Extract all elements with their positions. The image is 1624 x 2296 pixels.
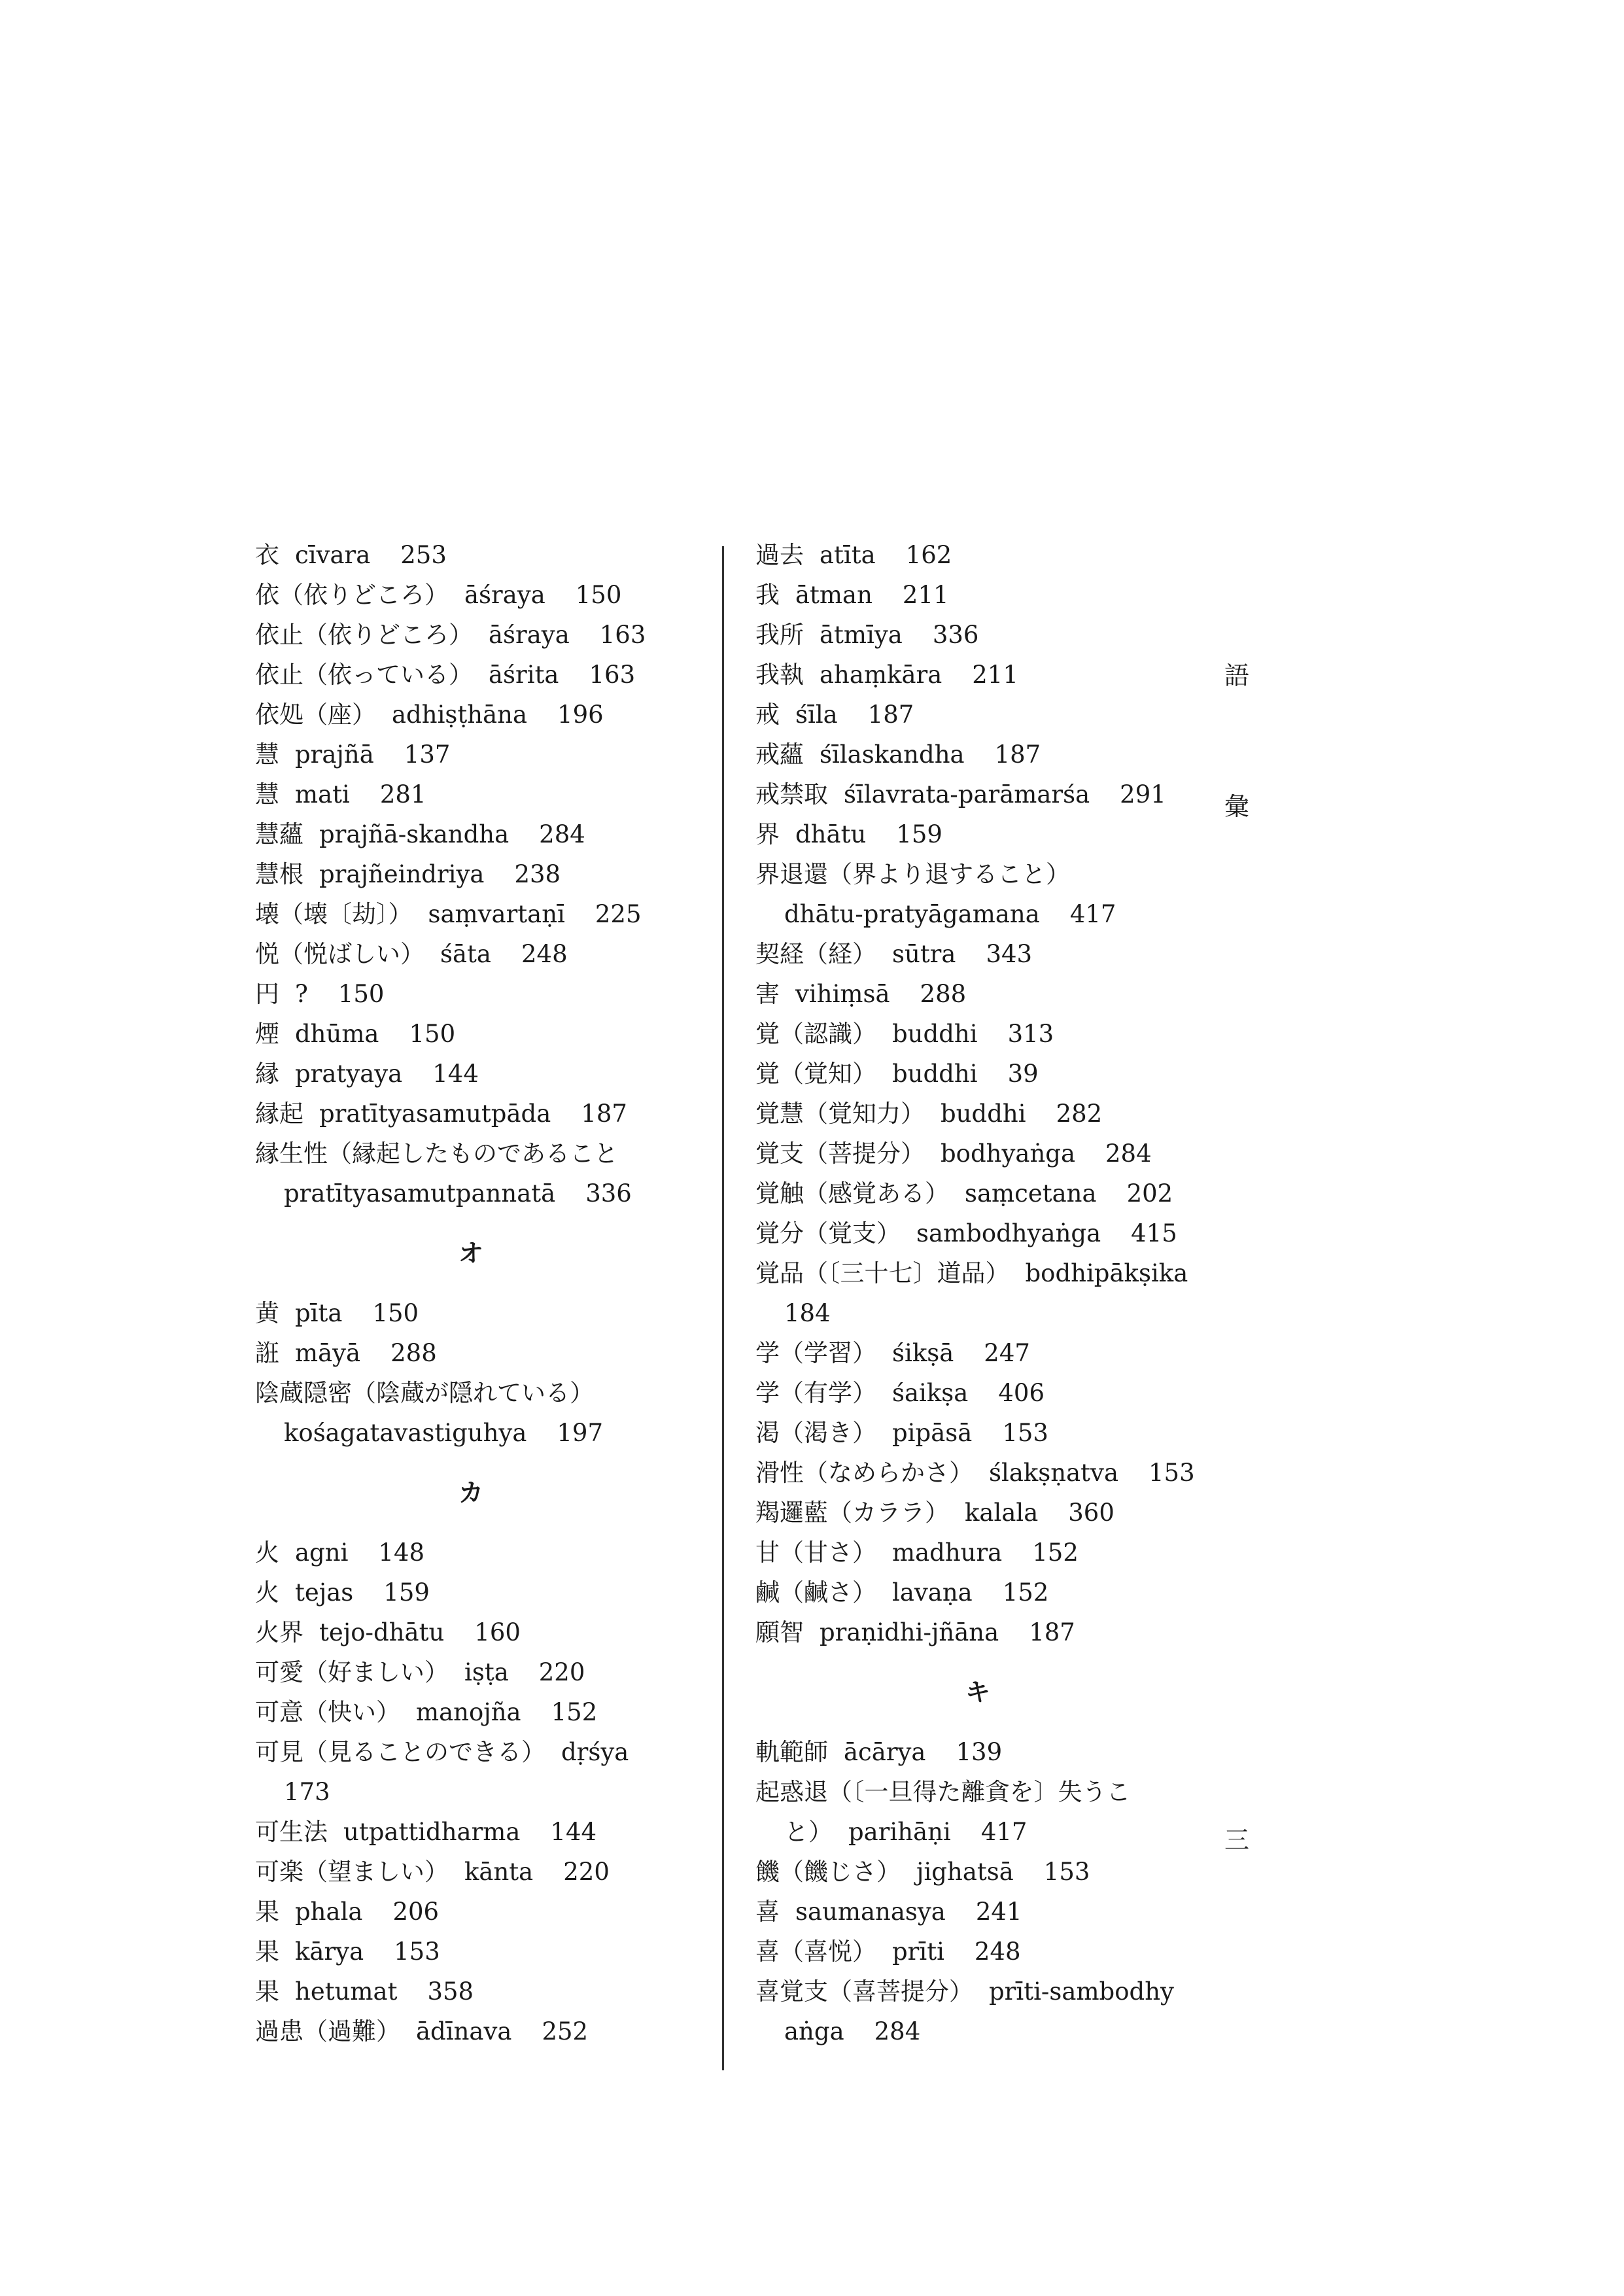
entry-sanskrit: ācārya xyxy=(844,1738,926,1766)
index-entry xyxy=(755,615,1226,655)
entry-headword: 界 xyxy=(755,820,780,848)
entry-headword: 火 xyxy=(255,1578,279,1607)
entry-headword: 覚品（〔三十七〕道品） xyxy=(755,1259,1010,1287)
entry-sanskrit: saumanasya xyxy=(795,1898,946,1926)
entry-page-ref: 150 xyxy=(575,581,622,609)
entry-page-ref: 238 xyxy=(514,860,561,888)
entry-sanskrit: āśraya xyxy=(464,581,545,609)
entry-sanskrit: tejo-dhātu xyxy=(319,1618,445,1646)
side-label-vocab-2: 彙 xyxy=(1224,792,1250,821)
index-entry xyxy=(255,854,713,894)
entry-headword: 学（有学） xyxy=(755,1379,876,1407)
entry-page-ref: 282 xyxy=(1056,1100,1103,1128)
entry-page-ref: 152 xyxy=(1002,1578,1049,1607)
entry-headword: 慧 xyxy=(255,740,279,769)
index-entry xyxy=(755,575,1226,615)
entry-page-ref: 406 xyxy=(998,1379,1045,1407)
entry-page-ref: 211 xyxy=(902,581,949,609)
index-entry xyxy=(255,575,713,615)
index-entry xyxy=(255,1972,713,2011)
entry-sanskrit: jighatsā xyxy=(916,1858,1014,1886)
index-entry-continuation xyxy=(255,1413,713,1453)
entry-headword: 過患（過難） xyxy=(255,2017,400,2045)
entry-page-ref: 284 xyxy=(874,2017,921,2045)
index-entry-continuation xyxy=(755,894,1226,934)
entry-sanskrit: utpattidharma xyxy=(343,1818,521,1846)
entry-page-ref: 313 xyxy=(1007,1020,1054,1048)
index-entry xyxy=(755,1333,1226,1373)
entry-page-ref: 202 xyxy=(1126,1179,1173,1208)
entry-sanskrit: manojña xyxy=(416,1698,521,1726)
entry-page-ref: 159 xyxy=(383,1578,430,1607)
index-entry-continuation xyxy=(755,2011,1226,2051)
page-number: 三 xyxy=(1224,1826,1250,1854)
entry-sanskrit: sūtra xyxy=(892,940,956,968)
entry-headword: 慧蘊 xyxy=(255,820,303,848)
entry-sanskrit: madhura xyxy=(892,1539,1003,1567)
entry-sanskrit: parihāṇi xyxy=(848,1818,951,1846)
entry-page-ref: 187 xyxy=(867,701,914,729)
entry-headword: 契経（経） xyxy=(755,940,876,968)
entry-sanskrit: dṛśya xyxy=(561,1738,629,1766)
entry-headword: 衣 xyxy=(255,541,279,569)
index-entry xyxy=(755,934,1226,974)
entry-page-ref: 336 xyxy=(932,621,979,649)
entry-page-ref: 247 xyxy=(984,1339,1030,1367)
index-entry xyxy=(755,1213,1226,1253)
entry-headword: 可楽（望ましい） xyxy=(255,1858,449,1886)
entry-headword: 願智 xyxy=(755,1618,804,1646)
index-entry xyxy=(255,1533,713,1573)
index-entry xyxy=(255,655,713,695)
entry-headword: 縁生性（縁起したものであること xyxy=(255,1139,618,1168)
index-entry xyxy=(255,1054,713,1094)
entry-sanskrit: agni xyxy=(295,1539,349,1567)
entry-headword: 可愛（好ましい） xyxy=(255,1658,449,1686)
entry-headword: 煙 xyxy=(255,1020,279,1048)
entry-headword: 果 xyxy=(255,1898,279,1926)
entry-headword: と） xyxy=(784,1818,833,1846)
index-entry xyxy=(755,1493,1226,1533)
entry-sanskrit: śāta xyxy=(440,940,491,968)
entry-headword: 覚分（覚支） xyxy=(755,1219,901,1247)
entry-page-ref: 241 xyxy=(975,1898,1022,1926)
index-entry xyxy=(755,1892,1226,1932)
index-entry xyxy=(255,1293,713,1333)
entry-page-ref: 187 xyxy=(1029,1618,1075,1646)
entry-sanskrit: praṇidhi-jñāna xyxy=(820,1618,999,1646)
index-entry xyxy=(755,1533,1226,1573)
entry-sanskrit: lavaṇa xyxy=(892,1578,973,1607)
index-entry xyxy=(755,535,1226,575)
entry-sanskrit: saṃvartaṇī xyxy=(428,900,565,928)
entry-page-ref: 153 xyxy=(1043,1858,1090,1886)
entry-page-ref: 220 xyxy=(538,1658,585,1686)
entry-headword: 喜 xyxy=(755,1898,780,1926)
entry-page-ref: 417 xyxy=(980,1818,1028,1846)
entry-sanskrit: āśrita xyxy=(489,661,559,689)
entry-sanskrit: pratyaya xyxy=(295,1060,403,1088)
entry-headword: 覚（覚知） xyxy=(755,1060,876,1088)
entry-page-ref: 187 xyxy=(581,1100,627,1128)
entry-sanskrit: sambodhyaṅga xyxy=(916,1219,1101,1247)
entry-page-ref: 144 xyxy=(550,1818,597,1846)
entry-page-ref: 284 xyxy=(1105,1139,1152,1168)
entry-headword: 縁 xyxy=(255,1060,279,1088)
entry-sanskrit: cīvara xyxy=(295,541,371,569)
entry-page-ref: 343 xyxy=(986,940,1033,968)
entry-sanskrit: pratītyasamutpāda xyxy=(319,1100,551,1128)
entry-page-ref: 281 xyxy=(379,780,426,809)
index-entry xyxy=(755,735,1226,774)
index-entry xyxy=(755,1852,1226,1892)
entry-headword: 滑性（なめらかさ） xyxy=(755,1459,973,1487)
entry-page-ref: 184 xyxy=(784,1299,831,1327)
index-entry xyxy=(755,1253,1226,1293)
entry-page-ref: 288 xyxy=(390,1339,437,1367)
entry-headword: 壊（壊〔劫〕） xyxy=(255,900,413,928)
entry-sanskrit: dhātu xyxy=(795,820,867,848)
entry-headword: 依（依りどころ） xyxy=(255,581,449,609)
entry-headword: 慧 xyxy=(255,780,279,809)
kana-section-heading: オ xyxy=(458,1239,483,1268)
entry-page-ref: 248 xyxy=(974,1938,1021,1966)
entry-sanskrit: śīla xyxy=(795,701,838,729)
entry-sanskrit: ślakṣṇatva xyxy=(989,1459,1119,1487)
entry-page-ref: 253 xyxy=(400,541,447,569)
entry-headword: 鹹（鹹さ） xyxy=(755,1578,876,1607)
entry-headword: 依止（依りどころ） xyxy=(255,621,473,649)
column-divider xyxy=(722,546,724,2070)
right-index-column xyxy=(755,535,1226,2051)
entry-sanskrit: pratītyasamutpannatā xyxy=(284,1179,556,1208)
index-entry xyxy=(755,1054,1226,1094)
entry-sanskrit: ? xyxy=(295,980,308,1008)
entry-sanskrit: mati xyxy=(295,780,350,809)
entry-sanskrit: buddhi xyxy=(941,1100,1026,1128)
entry-page-ref: 248 xyxy=(521,940,568,968)
index-entry xyxy=(755,774,1226,814)
index-entry xyxy=(255,1892,713,1932)
index-entry xyxy=(255,1014,713,1054)
entry-sanskrit: bodhyaṅga xyxy=(941,1139,1076,1168)
entry-headword: 我 xyxy=(755,581,780,609)
index-entry xyxy=(255,1134,713,1174)
entry-page-ref: 336 xyxy=(585,1179,632,1208)
index-entry xyxy=(255,1692,713,1732)
entry-headword: 喜覚支（喜菩提分） xyxy=(755,1977,973,2006)
entry-page-ref: 139 xyxy=(956,1738,1003,1766)
entry-headword: 学（学習） xyxy=(755,1339,876,1367)
entry-headword: 戒禁取 xyxy=(755,780,828,809)
index-entry xyxy=(255,974,713,1014)
index-entry xyxy=(755,695,1226,735)
entry-headword: 果 xyxy=(255,1977,279,2006)
entry-page-ref: 173 xyxy=(284,1778,330,1806)
index-entry xyxy=(755,1373,1226,1413)
entry-sanskrit: buddhi xyxy=(892,1060,978,1088)
entry-headword: 可生法 xyxy=(255,1818,328,1846)
index-entry xyxy=(755,1014,1226,1054)
entry-headword: 害 xyxy=(755,980,780,1008)
index-entry xyxy=(755,1772,1226,1812)
entry-page-ref: 144 xyxy=(432,1060,479,1088)
entry-page-ref: 162 xyxy=(905,541,952,569)
entry-headword: 渇（渇き） xyxy=(755,1419,876,1447)
index-entry xyxy=(255,814,713,854)
entry-page-ref: 163 xyxy=(589,661,636,689)
entry-sanskrit: prajñā-skandha xyxy=(319,820,510,848)
index-entry xyxy=(755,1932,1226,1972)
index-entry xyxy=(755,1134,1226,1174)
entry-page-ref: 160 xyxy=(474,1618,521,1646)
entry-headword: 縁起 xyxy=(255,1100,303,1128)
index-entry xyxy=(255,1094,713,1134)
entry-headword: 可意（快い） xyxy=(255,1698,400,1726)
entry-sanskrit: ahaṃkāra xyxy=(820,661,942,689)
entry-page-ref: 417 xyxy=(1069,900,1116,928)
left-index-column xyxy=(255,535,713,2051)
index-entry xyxy=(255,1732,713,1772)
entry-page-ref: 150 xyxy=(372,1299,419,1327)
entry-headword: 依処（座） xyxy=(255,701,376,729)
index-entry xyxy=(755,1094,1226,1134)
entry-headword: 我所 xyxy=(755,621,804,649)
entry-sanskrit: pipāsā xyxy=(892,1419,973,1447)
index-entry xyxy=(755,1612,1226,1652)
entry-sanskrit: pīta xyxy=(295,1299,343,1327)
entry-headword: 我執 xyxy=(755,661,804,689)
entry-sanskrit: āśraya xyxy=(489,621,570,649)
entry-headword: 覚（認識） xyxy=(755,1020,876,1048)
entry-page-ref: 152 xyxy=(551,1698,598,1726)
index-entry xyxy=(755,1453,1226,1493)
entry-page-ref: 415 xyxy=(1131,1219,1177,1247)
entry-page-ref: 360 xyxy=(1068,1499,1114,1527)
index-entry xyxy=(255,1932,713,1972)
entry-page-ref: 220 xyxy=(563,1858,610,1886)
entry-sanskrit: śaikṣa xyxy=(892,1379,969,1407)
entry-sanskrit: saṃcetana xyxy=(965,1179,1097,1208)
entry-headword: 火界 xyxy=(255,1618,303,1646)
entry-sanskrit: prajñeindriya xyxy=(319,860,485,888)
entry-headword: 火 xyxy=(255,1539,279,1567)
entry-headword: 戒 xyxy=(755,701,780,729)
entry-sanskrit: prīti xyxy=(892,1938,944,1966)
entry-page-ref: 153 xyxy=(394,1938,440,1966)
entry-headword: 覚慧（覚知力） xyxy=(755,1100,925,1128)
entry-sanskrit: śīlavrata-parāmarśa xyxy=(844,780,1090,809)
kana-section-heading: キ xyxy=(965,1678,990,1707)
entry-page-ref: 225 xyxy=(595,900,642,928)
index-entry xyxy=(255,1652,713,1692)
entry-headword: 可見（見ることのできる） xyxy=(255,1738,545,1766)
index-entry xyxy=(255,615,713,655)
entry-headword: 甘（甘さ） xyxy=(755,1539,876,1567)
entry-headword: 起惑退（〔一旦得た離貪を〕失うこ xyxy=(755,1778,1131,1806)
index-entry xyxy=(755,1413,1226,1453)
index-entry xyxy=(255,1573,713,1612)
index-entry xyxy=(255,2011,713,2051)
index-entry xyxy=(255,1812,713,1852)
entry-page-ref: 206 xyxy=(392,1898,440,1926)
index-entry xyxy=(255,934,713,974)
entry-page-ref: 196 xyxy=(557,701,604,729)
entry-headword: 陰蔵隠密（陰蔵が隠れている） xyxy=(255,1379,594,1407)
index-entry-continuation xyxy=(755,1293,1226,1333)
index-entry xyxy=(255,735,713,774)
entry-sanskrit: aṅga xyxy=(784,2017,844,2045)
entry-headword: 界退還（界より退すること） xyxy=(755,860,1070,888)
index-entry xyxy=(255,894,713,934)
index-entry xyxy=(255,1852,713,1892)
entry-sanskrit: ātmīya xyxy=(820,621,903,649)
entry-page-ref: 150 xyxy=(409,1020,456,1048)
entry-page-ref: 148 xyxy=(378,1539,425,1567)
entry-sanskrit: atīta xyxy=(820,541,876,569)
entry-page-ref: 150 xyxy=(337,980,385,1008)
entry-sanskrit: kalala xyxy=(965,1499,1039,1527)
entry-page-ref: 159 xyxy=(896,820,942,848)
entry-page-ref: 284 xyxy=(539,820,585,848)
index-entry xyxy=(755,974,1226,1014)
entry-headword: 悦（悦ばしい） xyxy=(255,940,424,968)
entry-page-ref: 288 xyxy=(920,980,967,1008)
entry-page-ref: 153 xyxy=(1002,1419,1048,1447)
entry-page-ref: 252 xyxy=(542,2017,589,2045)
entry-sanskrit: adhiṣṭhāna xyxy=(392,701,528,729)
index-entry-continuation xyxy=(755,1812,1226,1852)
entry-sanskrit: hetumat xyxy=(295,1977,398,2006)
index-entry xyxy=(255,695,713,735)
entry-page-ref: 211 xyxy=(972,661,1018,689)
index-entry xyxy=(255,1612,713,1652)
entry-page-ref: 187 xyxy=(994,740,1041,769)
entry-headword: 饑（饑じさ） xyxy=(755,1858,901,1886)
entry-headword: 依止（依っている） xyxy=(255,661,473,689)
entry-headword: 黄 xyxy=(255,1299,279,1327)
entry-sanskrit: bodhipākṣika xyxy=(1025,1259,1188,1287)
entry-headword: 果 xyxy=(255,1938,279,1966)
entry-page-ref: 39 xyxy=(1007,1060,1039,1088)
entry-page-ref: 197 xyxy=(557,1419,603,1447)
side-label-vocab-1: 語 xyxy=(1224,661,1250,690)
entry-headword: 喜（喜悦） xyxy=(755,1938,876,1966)
entry-headword: 軌範師 xyxy=(755,1738,828,1766)
entry-sanskrit: dhātu-pratyāgamana xyxy=(784,900,1040,928)
entry-headword: 羯邏藍（カララ） xyxy=(755,1499,949,1527)
index-entry xyxy=(755,655,1226,695)
entry-sanskrit: tejas xyxy=(295,1578,354,1607)
kana-section-heading: カ xyxy=(458,1478,483,1507)
index-entry xyxy=(255,1333,713,1373)
entry-headword: 覚支（菩提分） xyxy=(755,1139,925,1168)
index-entry-continuation xyxy=(255,1174,713,1213)
entry-page-ref: 153 xyxy=(1149,1459,1195,1487)
entry-sanskrit: vihiṃsā xyxy=(795,980,890,1008)
entry-headword: 覚触（感覚ある） xyxy=(755,1179,949,1208)
index-entry xyxy=(255,535,713,575)
entry-headword: 慧根 xyxy=(255,860,303,888)
index-entry xyxy=(755,1972,1226,2011)
entry-sanskrit: śikṣā xyxy=(892,1339,954,1367)
entry-headword: 戒蘊 xyxy=(755,740,804,769)
entry-sanskrit: prajñā xyxy=(295,740,374,769)
index-entry-continuation xyxy=(255,1772,713,1812)
entry-headword: 円 xyxy=(255,980,279,1008)
entry-sanskrit: śīlaskandha xyxy=(820,740,965,769)
index-entry xyxy=(255,774,713,814)
entry-sanskrit: prīti-sambodhy xyxy=(989,1977,1174,2006)
index-entry xyxy=(755,1732,1226,1772)
entry-page-ref: 358 xyxy=(427,1977,474,2006)
entry-sanskrit: buddhi xyxy=(892,1020,978,1048)
index-entry xyxy=(755,814,1226,854)
entry-page-ref: 137 xyxy=(404,740,451,769)
index-entry xyxy=(255,1373,713,1413)
index-entry xyxy=(755,854,1226,894)
index-entry xyxy=(755,1573,1226,1612)
entry-headword: 誑 xyxy=(255,1339,279,1367)
entry-sanskrit: kośagatavastiguhya xyxy=(284,1419,527,1447)
entry-sanskrit: phala xyxy=(295,1898,363,1926)
entry-page-ref: 291 xyxy=(1120,780,1166,809)
index-entry xyxy=(755,1174,1226,1213)
entry-sanskrit: dhūma xyxy=(295,1020,379,1048)
entry-sanskrit: ādīnava xyxy=(416,2017,512,2045)
entry-sanskrit: ātman xyxy=(795,581,872,609)
entry-sanskrit: kārya xyxy=(295,1938,364,1966)
entry-sanskrit: iṣṭa xyxy=(464,1658,509,1686)
entry-page-ref: 152 xyxy=(1032,1539,1079,1567)
entry-sanskrit: māyā xyxy=(295,1339,361,1367)
entry-sanskrit: kānta xyxy=(464,1858,534,1886)
entry-page-ref: 163 xyxy=(599,621,646,649)
entry-headword: 過去 xyxy=(755,541,804,569)
